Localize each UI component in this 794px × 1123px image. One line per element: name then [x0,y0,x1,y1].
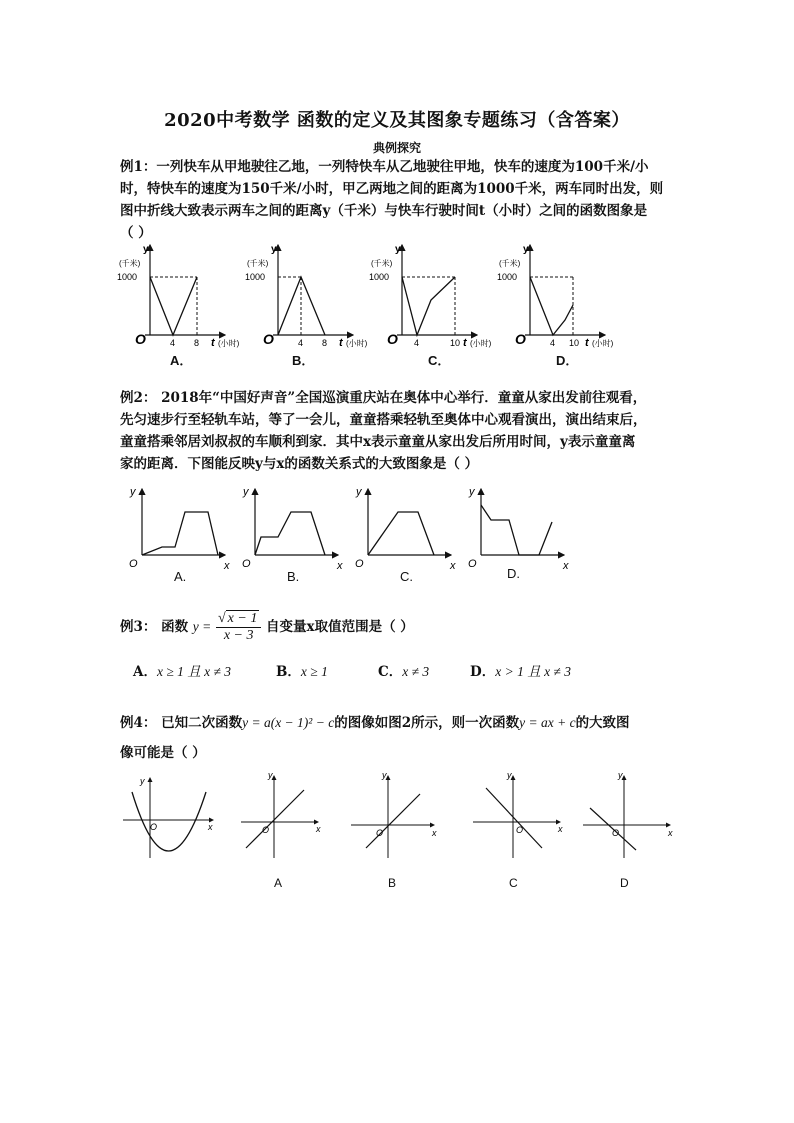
axis-y-label: y [469,486,475,498]
x-unit-label: (小时) [346,339,368,348]
graph-1c-label: C． [428,353,451,368]
x-tick: 10 [569,338,580,348]
example-1-line-1: 例1：一列快车从甲地驶往乙地，一列特快车从乙地驶往甲地，快车的速度为100千米/小 [120,159,649,175]
example-3-suffix: 自变量x取值范围是（ ） [266,619,414,635]
origin-label: O [135,331,146,347]
example-2-line-3: 童童搭乘邻居刘叔叔的车顺利到家．其中x表示童童从家出发后所用时间，y表示童童离 [120,434,636,450]
fraction-numerator: √ x − 1 [216,611,261,628]
axis-x-label: x [337,560,343,572]
graph-4c-label: C [509,876,518,890]
graph-1d [497,244,614,349]
example-1-line-2: 时，特快车的速度为150千米/小时，甲乙两地之间的距离为1000千米，两车同时出发，则 [120,181,664,197]
example-1-line-4: （ ） [120,225,152,241]
example-4-prefix: 例4： 已知二次函数 [120,715,243,731]
quadratic-function: y = a(x − 1)² − c [242,715,335,730]
origin-label: O [355,558,364,570]
graph-1b [245,244,368,349]
example-2-text [120,387,680,475]
graph-4a [241,770,321,858]
origin-label: O [129,558,138,570]
axis-y-label: y [243,486,249,498]
graph-1c [369,244,492,349]
x-tick: 4 [414,338,420,348]
origin-label: O [468,558,477,570]
x-tick: 8 [322,338,328,348]
axis-x-label: t [585,337,589,349]
axis-x-label: x [558,824,563,834]
axis-unit-label: (千米) [499,259,521,268]
axis-y-label: y [507,770,512,780]
example-2-line-1: 例2： 2018年“中国好声音”全国巡演重庆站在奥体中心举行．童童从家出发前往观看， [120,390,647,406]
origin-label: O [376,828,384,838]
example-3-option-b: B．x ≥ 1 [276,664,328,680]
graph-2d [468,486,569,572]
numerator-radicand: x − 1 [227,611,258,626]
y-tick-label: 1000 [117,272,138,282]
axis-y-label: y [523,244,529,255]
axis-y-label: y [130,486,136,498]
axis-y-label: y [356,486,362,498]
x-tick: 4 [298,338,304,348]
x-unit-label: (小时) [470,339,492,348]
x-tick: 4 [170,338,176,348]
graph-4d [583,770,673,858]
fraction-denominator: x − 3 [223,628,254,643]
origin-label: O [612,828,620,838]
axis-unit-label: (千米) [119,259,141,268]
axis-x-label: t [339,337,343,349]
axis-y-label: y [618,770,623,780]
axis-y-label: y [268,770,273,780]
graph-4b-label: B [388,876,397,890]
origin-label: O [516,825,524,835]
graph-4a-label: A [274,876,283,890]
page-title: 2020中考数学 函数的定义及其图象专题练习（含答案） [164,110,630,131]
origin-label: O [515,331,526,347]
graph-4d-label: D [620,876,629,890]
x-tick: 4 [550,338,556,348]
origin-label: O [242,558,251,570]
axis-x-label: x [208,822,213,832]
graph-4b [351,770,437,858]
axis-y-label: y [143,244,149,255]
graph-1b-label: B． [292,353,315,368]
example-2-line-2: 先匀速步行至轻轨车站，等了一会儿，童童搭乘轻轨至奥体中心观看演出，演出结束后， [120,412,647,428]
origin-label: O [262,825,270,835]
example-1-text [120,156,680,244]
axis-y-label: y [140,776,145,786]
axis-y-label: y [271,244,277,255]
example-1-graphs [115,240,625,350]
graph-2d-label: D. [507,566,520,581]
example-4-line-2: 像可能是（ ） [120,745,206,761]
x-unit-label: (小时) [592,339,614,348]
axis-y-label: y [382,770,387,780]
example-3-question [120,611,414,644]
x-unit-label: (小时) [218,339,240,348]
graph-4-parabola [123,776,213,858]
axis-unit-label: (千米) [247,259,269,268]
section-subtitle: 典例探究 [372,141,421,155]
graph-4c [473,770,563,858]
axis-y-label: y [395,244,401,255]
y-tick-label: 1000 [369,272,390,282]
axis-x-label: t [211,337,215,349]
example-3-prefix: 例3： 函数 [120,619,189,635]
origin-label: O [263,331,274,347]
example-3-option-c: C．x ≠ 3 [378,664,430,680]
origin-label: O [150,822,158,832]
example-4-suffix: 的大致图 [575,715,630,731]
axis-x-label: x [563,560,569,572]
example-3-option-a: A．x ≥ 1 且 x ≠ 3 [133,664,232,680]
y-tick-label: 1000 [245,272,266,282]
x-tick: 8 [194,338,200,348]
graph-2c-label: C. [400,569,413,584]
example-1-line-3: 图中折线大致表示两车之间的距离y（千米）与快车行驶时间t（小时）之间的函数图象是 [120,203,648,219]
graph-1d-label: D． [556,353,579,368]
example-4-line-1 [120,711,690,731]
function-lhs: y = [192,619,212,634]
axis-x-label: x [450,560,456,572]
graph-2a-label: A. [174,569,187,584]
graph-1a-label: A． [170,353,193,368]
example-2-line-4: 家的距离．下图能反映y与x的函数关系式的大致图象是（ ） [120,456,479,472]
axis-x-label: x [668,828,673,838]
graph-2c [355,486,456,572]
axis-x-label: x [316,824,321,834]
axis-x-label: x [432,828,437,838]
origin-label: O [387,331,398,347]
linear-function: y = ax + c [519,715,576,730]
axis-x-label: x [224,560,230,572]
x-tick: 10 [450,338,461,348]
example-4-graphs [118,770,678,865]
graph-2a [129,486,230,572]
example-3-option-d: D．x > 1 且 x ≠ 3 [470,664,571,680]
axis-unit-label: (千米) [371,259,393,268]
axis-x-label: t [463,337,467,349]
y-tick-label: 1000 [497,272,518,282]
graph-2b-label: B. [287,569,300,584]
graph-2b [242,486,343,572]
function-fraction [216,611,261,644]
example-4-mid: 的图像如图2所示，则一次函数 [334,715,520,731]
graph-1a [117,244,240,349]
